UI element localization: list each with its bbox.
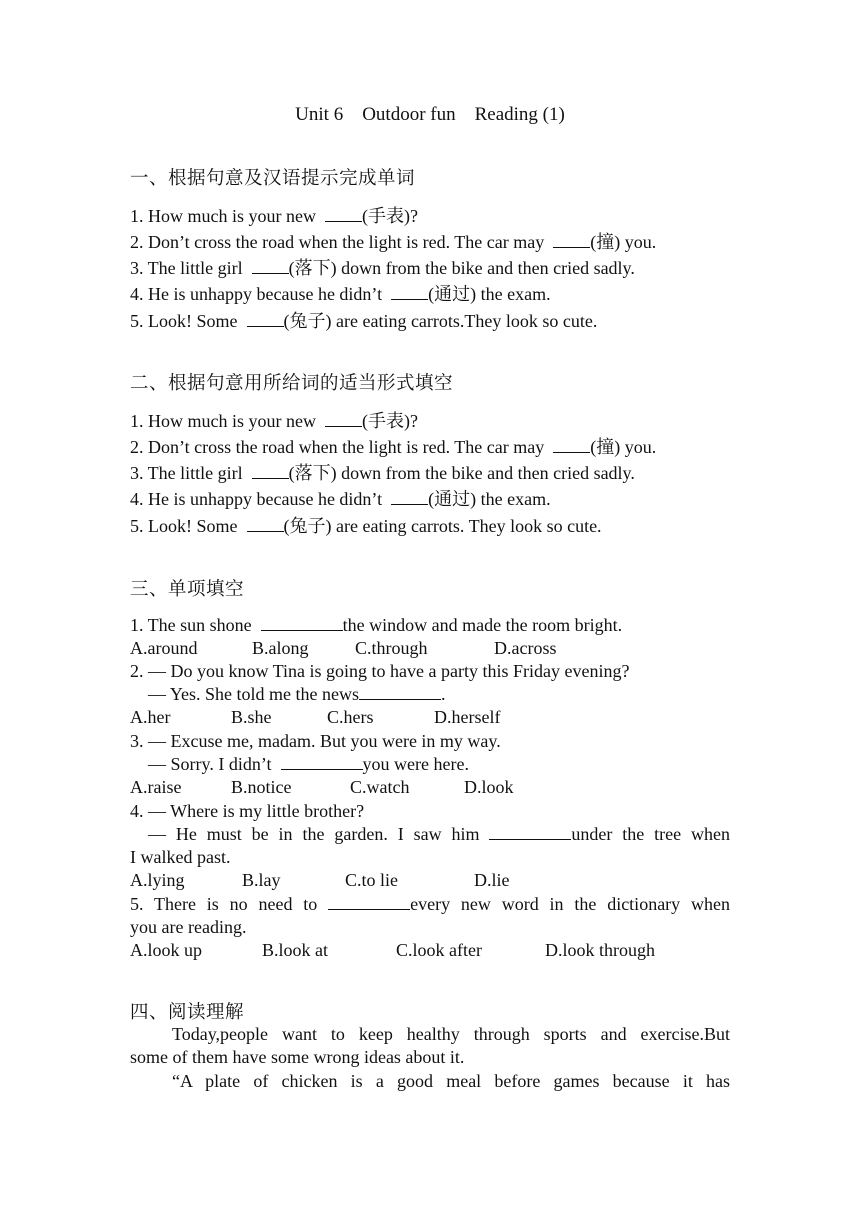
item-hint: (兔子) are eating carrots.They look so cute.	[283, 311, 598, 331]
question-text: — He must be in the garden. I saw him	[148, 824, 490, 844]
item-text: 1. How much is your new	[130, 206, 325, 226]
item-text: 5. Look! Some	[130, 311, 247, 331]
reading-para2-line1: “A plate of chicken is a good meal before games because it has	[172, 1071, 730, 1091]
section3-heading: 三、单项填空	[130, 579, 245, 600]
item-hint: (手表)?	[361, 411, 418, 431]
q3-option-a[interactable]: A.raise	[130, 777, 182, 797]
section2-item-3	[130, 462, 635, 484]
q3-option-d[interactable]: D.look	[464, 777, 514, 797]
q1-option-d[interactable]: D.across	[494, 638, 557, 658]
item-hint: (手表)?	[361, 206, 418, 226]
question-text: — Sorry. I didn’t	[148, 754, 281, 774]
q2-option-d[interactable]: D.herself	[434, 707, 501, 727]
item-text: 5. Look! Some	[130, 516, 247, 536]
q5-option-a[interactable]: A.look up	[130, 940, 202, 960]
answer-blank[interactable]	[391, 283, 428, 300]
answer-blank[interactable]	[391, 488, 428, 505]
q4-option-b[interactable]: B.lay	[242, 870, 281, 890]
section1-item-5	[130, 310, 597, 332]
question-text: under the tree when	[571, 824, 731, 844]
q1-option-b[interactable]: B.along	[252, 638, 309, 658]
answer-blank[interactable]	[489, 823, 571, 840]
question-3-line2	[148, 753, 469, 775]
q4-option-a[interactable]: A.lying	[130, 870, 185, 890]
q2-option-c[interactable]: C.hers	[327, 707, 374, 727]
item-text: 2. Don’t cross the road when the light is red. The car may	[130, 232, 554, 252]
question-4-line1: 4. — Where is my little brother?	[130, 801, 365, 821]
item-hint: (通过) the exam.	[428, 284, 551, 304]
answer-blank[interactable]	[328, 893, 410, 910]
q5-option-c[interactable]: C.look after	[396, 940, 482, 960]
page-title: Unit 6 Outdoor fun Reading (1)	[295, 104, 565, 125]
reading-para1-line1: Today,people want to keep healthy through sports and exercise.But	[172, 1024, 730, 1044]
q3-option-b[interactable]: B.notice	[231, 777, 292, 797]
answer-blank[interactable]	[281, 753, 363, 770]
q3-option-c[interactable]: C.watch	[350, 777, 410, 797]
question-1	[130, 614, 622, 636]
question-4-line3: I walked past.	[130, 847, 231, 867]
q2-option-a[interactable]: A.her	[130, 707, 171, 727]
section1-item-4	[130, 283, 551, 305]
section1-item-2	[130, 231, 656, 253]
item-hint: (兔子) are eating carrots. They look so cute.	[283, 516, 602, 536]
answer-blank[interactable]	[261, 614, 343, 631]
item-text: 3. The little girl	[130, 258, 252, 278]
item-text: 1. How much is your new	[130, 411, 325, 431]
item-hint: (通过) the exam.	[428, 489, 551, 509]
item-text: 2. Don’t cross the road when the light is red. The car may	[130, 437, 554, 457]
answer-blank[interactable]	[553, 436, 590, 453]
item-text: 4. He is unhappy because he didn’t	[130, 284, 392, 304]
answer-blank[interactable]	[247, 515, 284, 532]
question-text: 1. The sun shone	[130, 615, 261, 635]
q2-option-b[interactable]: B.she	[231, 707, 272, 727]
question-2-line1: 2. — Do you know Tina is going to have a party this Friday evening?	[130, 661, 630, 681]
section1-heading: 一、根据句意及汉语提示完成单词	[130, 168, 416, 189]
q5-option-d[interactable]: D.look through	[545, 940, 655, 960]
q1-option-c[interactable]: C.through	[355, 638, 428, 658]
question-text: the window and made the room bright.	[342, 615, 623, 635]
item-text: 3. The little girl	[130, 463, 252, 483]
answer-blank[interactable]	[553, 231, 590, 248]
answer-blank[interactable]	[247, 310, 284, 327]
item-hint: (落下) down from the bike and then cried sadly.	[288, 463, 635, 483]
section2-item-4	[130, 488, 551, 510]
q4-option-d[interactable]: D.lie	[474, 870, 510, 890]
item-hint: (落下) down from the bike and then cried sadly.	[288, 258, 635, 278]
question-3-line1: 3. — Excuse me, madam. But you were in my way.	[130, 731, 501, 751]
question-2-line2	[148, 683, 446, 705]
item-hint: (撞) you.	[590, 232, 657, 252]
question-text: — Yes. She told me the news	[148, 684, 359, 704]
answer-blank[interactable]	[252, 462, 289, 479]
q5-option-b[interactable]: B.look at	[262, 940, 328, 960]
question-text: 5. There is no need to	[130, 894, 329, 914]
section2-item-2	[130, 436, 656, 458]
reading-para1-line2: some of them have some wrong ideas about it.	[130, 1047, 465, 1067]
answer-blank[interactable]	[325, 205, 362, 222]
answer-blank[interactable]	[252, 257, 289, 274]
q1-option-a[interactable]: A.around	[130, 638, 198, 658]
section1-item-3	[130, 257, 635, 279]
answer-blank[interactable]	[325, 410, 362, 427]
question-text: every new word in the dictionary when	[410, 894, 730, 914]
section2-item-1	[130, 410, 418, 432]
question-5-line1	[130, 893, 730, 915]
question-4-line2	[148, 823, 730, 845]
question-text: .	[441, 684, 446, 704]
question-5-line2: you are reading.	[130, 917, 247, 937]
item-hint: (撞) you.	[590, 437, 657, 457]
section2-item-5	[130, 515, 602, 537]
section4-heading: 四、阅读理解	[130, 1002, 245, 1023]
question-text: you were here.	[362, 754, 469, 774]
section1-item-1	[130, 205, 418, 227]
item-text: 4. He is unhappy because he didn’t	[130, 489, 392, 509]
q4-option-c[interactable]: C.to lie	[345, 870, 398, 890]
answer-blank[interactable]	[359, 683, 441, 700]
section2-heading: 二、根据句意用所给词的适当形式填空	[130, 373, 454, 394]
